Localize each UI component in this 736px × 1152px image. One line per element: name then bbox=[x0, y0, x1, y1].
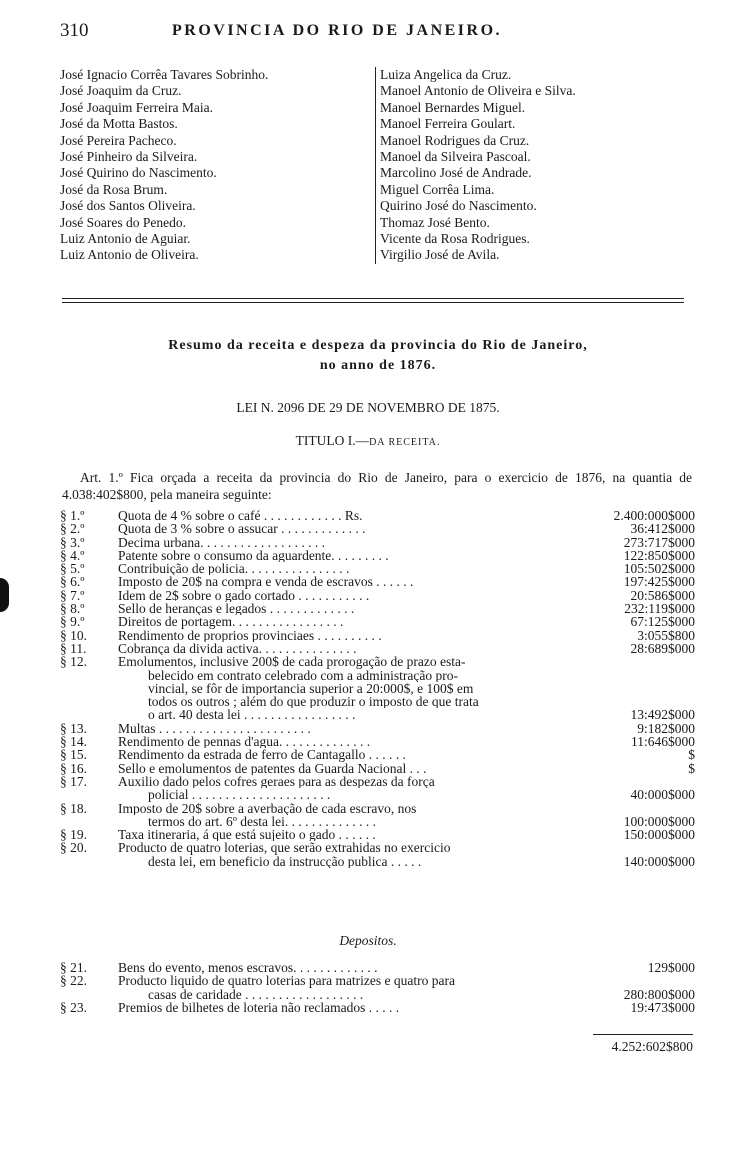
item-number: § 21. bbox=[60, 960, 87, 975]
item-value bbox=[585, 775, 695, 802]
item-number: § 20. bbox=[60, 840, 87, 856]
item-text bbox=[118, 602, 585, 615]
name-entry: Quirino José do Nascimento. bbox=[380, 198, 537, 214]
line-item bbox=[60, 802, 695, 829]
name-entry: Manoel Rodrigues da Cruz. bbox=[380, 132, 530, 148]
item-text-line: desta lei, em beneficio da instrucção publica . . . . . bbox=[148, 854, 422, 869]
item-number: § 6.º bbox=[60, 574, 85, 590]
item-number: § 18. bbox=[60, 800, 87, 816]
item-text-line: Imposto de 20$ sobre a averbação de cada escravo, nos bbox=[118, 801, 417, 815]
item-number: § 5.º bbox=[60, 561, 85, 577]
item-text-line: Sello e emolumentos de patentes da Guarda Nacional . . . bbox=[118, 761, 427, 775]
item-value bbox=[585, 629, 695, 642]
line-item bbox=[60, 748, 695, 761]
item-value-text: 28:689$000 bbox=[630, 640, 695, 656]
summary-title-line: Resumo da receita e despeza da provincia do Rio de Janeiro, bbox=[168, 338, 588, 353]
item-text-line: Imposto de 20$ na compra e venda de escravos . . . . . . bbox=[118, 575, 414, 589]
item-number: § 13. bbox=[60, 720, 87, 736]
item-text bbox=[118, 575, 585, 588]
item-text-line: Emolumentos, inclusive 200$ de cada prorogação de prazo esta- bbox=[118, 655, 466, 669]
name-entry: José Quirino do Nascimento. bbox=[60, 165, 217, 181]
item-number: § 17. bbox=[60, 773, 87, 789]
item-value bbox=[585, 802, 695, 829]
item-text bbox=[118, 748, 585, 761]
line-item bbox=[60, 536, 695, 549]
item-value-text: 11:646$000 bbox=[631, 734, 695, 750]
name-entry: Virgilio José de Avila. bbox=[380, 247, 500, 263]
item-text bbox=[118, 762, 585, 775]
item-text-line: Bens do evento, menos escravos. . . . . . . . . . . . . bbox=[118, 961, 378, 975]
item-text bbox=[118, 1001, 585, 1014]
item-text-line: Idem de 2$ sobre o gado cortado . . . . . . . . . . . bbox=[118, 588, 370, 603]
article-text: Art. 1.º Fica orçada a receita da provincia do Rio de Janeiro, para o exercicio de 1876, na quantia de 4.038:402$800, pela maneira seguinte: bbox=[62, 470, 692, 502]
item-value bbox=[585, 549, 695, 562]
item-value-text: 273:717$000 bbox=[623, 534, 695, 550]
item-value bbox=[585, 562, 695, 575]
item-value-text: 9:182$000 bbox=[637, 720, 695, 736]
line-item bbox=[60, 602, 695, 615]
law-heading: LEI N. 2096 DE 29 DE NOVEMBRO DE 1875. bbox=[236, 400, 500, 415]
item-value bbox=[585, 735, 695, 748]
item-text-line: Producto liquido de quatro loterias para matrizes e quatro para bbox=[118, 974, 456, 988]
name-entry: Manoel Bernardes Miguel. bbox=[380, 99, 526, 115]
item-text-line: termos do art. 6º desta lei. . . . . . . . . . . . . . bbox=[148, 814, 377, 829]
item-number: § 15. bbox=[60, 747, 87, 763]
item-text bbox=[118, 509, 585, 522]
item-value bbox=[585, 828, 695, 841]
item-text bbox=[118, 735, 585, 748]
name-entry: José dos Santos Oliveira. bbox=[60, 198, 196, 214]
name-entry: José da Motta Bastos. bbox=[60, 116, 178, 132]
item-value bbox=[585, 961, 695, 974]
item-number: § 1.º bbox=[60, 508, 85, 523]
line-item bbox=[60, 629, 695, 642]
item-value-text: 2.400:000$000 bbox=[613, 508, 695, 523]
item-text-line: Contribuição de policia. . . . . . . . . . . . . . . . bbox=[118, 562, 350, 576]
item-text-line: Sello de heranças e legados . . . . . . . . . . . . . bbox=[118, 602, 355, 616]
name-entry: José Ignacio Corrêa Tavares Sobrinho. bbox=[60, 67, 269, 82]
deposits-heading: Depositos. bbox=[339, 933, 397, 948]
name-entry: Luiz Antonio de Oliveira. bbox=[60, 247, 199, 263]
line-item bbox=[60, 735, 695, 748]
item-text-line: Decima urbana. . . . . . . . . . . . . . . . . . . bbox=[118, 535, 325, 549]
item-value-text: 197:425$000 bbox=[623, 574, 695, 590]
line-item bbox=[60, 522, 695, 535]
running-title: PROVINCIA DO RIO DE JANEIRO. bbox=[172, 22, 503, 39]
item-number: § 23. bbox=[60, 999, 87, 1015]
item-text bbox=[118, 841, 585, 868]
item-number: § 11. bbox=[60, 640, 87, 656]
item-value bbox=[585, 575, 695, 588]
item-value-text: 129$000 bbox=[647, 960, 695, 975]
item-text-line: vincial, se fôr de importancia superior a 20:000$, e 100$ em bbox=[148, 681, 474, 696]
item-text bbox=[118, 615, 585, 628]
item-text bbox=[118, 589, 585, 602]
item-value bbox=[585, 974, 695, 1001]
name-entry: Luiza Angelica da Cruz. bbox=[380, 67, 512, 82]
item-text bbox=[118, 775, 585, 802]
line-item bbox=[60, 549, 695, 562]
item-value bbox=[585, 655, 695, 721]
item-text-line: belecido em contrato celebrado com a administração pro- bbox=[148, 668, 458, 682]
line-item bbox=[60, 762, 695, 775]
item-value bbox=[585, 602, 695, 615]
line-item bbox=[60, 589, 695, 602]
item-number: § 3.º bbox=[60, 534, 85, 550]
item-text-line: Premios de bilhetes de loteria não reclamados . . . . . bbox=[118, 1000, 400, 1015]
revenue-items bbox=[60, 509, 695, 868]
total-rule bbox=[593, 1034, 693, 1035]
line-item bbox=[60, 841, 695, 868]
item-number: § 10. bbox=[60, 627, 87, 643]
item-value bbox=[585, 748, 695, 761]
line-item bbox=[60, 1001, 695, 1014]
name-entry: José da Rosa Brum. bbox=[60, 181, 168, 197]
deposit-items bbox=[60, 961, 695, 1014]
item-value-text: $ bbox=[688, 760, 695, 776]
item-value bbox=[585, 642, 695, 655]
name-entry: Manoel Ferreira Goulart. bbox=[380, 116, 516, 132]
line-item bbox=[60, 655, 695, 721]
item-text-line: Rendimento de proprios provinciaes . . . . . . . . . . bbox=[118, 628, 382, 642]
name-entry: Thomaz José Bento. bbox=[380, 214, 490, 230]
names-right-column bbox=[375, 67, 576, 264]
item-value-text: 36:412$000 bbox=[630, 521, 695, 537]
item-value-text: 232:119$000 bbox=[624, 601, 695, 617]
item-text-line: Quota de 3 % sobre o assucar . . . . . . . . . . . . . bbox=[118, 522, 366, 536]
name-entry: José Soares do Penedo. bbox=[60, 214, 186, 230]
item-text bbox=[118, 655, 585, 721]
item-text bbox=[118, 549, 585, 562]
item-text-line: Producto de quatro loterias, que serão extrahidas no exercicio bbox=[118, 841, 451, 855]
name-entry: José Joaquim Ferreira Maia. bbox=[60, 99, 213, 115]
item-number: § 4.º bbox=[60, 547, 85, 563]
item-number: § 8.º bbox=[60, 601, 85, 617]
line-item bbox=[60, 722, 695, 735]
item-number: § 19. bbox=[60, 827, 87, 843]
line-item bbox=[60, 974, 695, 1001]
item-text bbox=[118, 802, 585, 829]
item-text bbox=[118, 642, 585, 655]
item-value bbox=[585, 841, 695, 868]
item-value bbox=[585, 522, 695, 535]
item-number: § 22. bbox=[60, 973, 87, 989]
name-entry: José Pereira Pacheco. bbox=[60, 132, 177, 148]
line-item bbox=[60, 775, 695, 802]
names-left-column bbox=[60, 67, 268, 264]
line-item bbox=[60, 509, 695, 522]
item-text bbox=[118, 722, 585, 735]
item-text-line: o art. 40 desta lei . . . . . . . . . . . . . . . . . bbox=[148, 708, 356, 722]
title-main: TITULO I.— bbox=[295, 433, 370, 448]
item-value-text: 19:473$000 bbox=[630, 999, 695, 1015]
item-value-text: 67:125$000 bbox=[630, 614, 695, 630]
name-entry: Miguel Corrêa Lima. bbox=[380, 181, 495, 197]
title-sub: DA RECEITA. bbox=[369, 437, 441, 448]
line-item bbox=[60, 562, 695, 575]
item-value-text: 140:000$000 bbox=[623, 853, 695, 869]
item-number: § 16. bbox=[60, 760, 87, 776]
name-entry: Manoel da Silveira Pascoal. bbox=[380, 149, 531, 165]
line-item bbox=[60, 642, 695, 655]
item-number: § 9.º bbox=[60, 614, 85, 630]
item-value-text: $ bbox=[688, 747, 695, 763]
item-text bbox=[118, 828, 585, 841]
title-heading bbox=[0, 433, 736, 449]
item-text-line: Auxilio dado pelos cofres geraes para as despezas da força bbox=[118, 774, 435, 789]
name-entry: Vicente da Rosa Rodrigues. bbox=[380, 231, 530, 247]
item-text-line: Multas . . . . . . . . . . . . . . . . . . . . . . . bbox=[118, 721, 311, 736]
item-number: § 2.º bbox=[60, 521, 85, 537]
item-text bbox=[118, 562, 585, 575]
scan-blot bbox=[0, 578, 9, 612]
line-item bbox=[60, 575, 695, 588]
item-text bbox=[118, 974, 585, 1001]
item-text-line: Rendimento de pennas d'agua. . . . . . . . . . . . . . bbox=[118, 735, 371, 749]
item-text-line: Quota de 4 % sobre o café . . . . . . . . . . . . Rs. bbox=[118, 509, 363, 523]
double-rule-bottom bbox=[62, 302, 684, 303]
name-entry: Luiz Antonio de Aguiar. bbox=[60, 231, 191, 247]
item-value bbox=[585, 1001, 695, 1014]
summary-title bbox=[70, 336, 686, 376]
item-value-text: 20:586$000 bbox=[630, 587, 695, 603]
grand-total: 4.252:602$800 bbox=[611, 1039, 693, 1054]
item-value-text: 3:055$800 bbox=[637, 627, 695, 643]
item-value bbox=[585, 722, 695, 735]
item-text-line: Direitos de portagem. . . . . . . . . . . . . . . . . bbox=[118, 615, 344, 629]
item-text-line: policial . . . . . . . . . . . . . . . . . . . . . bbox=[148, 788, 331, 802]
item-value-text: 122:850$000 bbox=[623, 547, 695, 563]
item-number: § 7.º bbox=[60, 587, 85, 603]
name-entry: Marcolino José de Andrade. bbox=[380, 165, 532, 181]
name-entry: José Pinheiro da Silveira. bbox=[60, 149, 198, 165]
item-value-text: 150:000$000 bbox=[623, 827, 695, 843]
name-entry: Manoel Antonio de Oliveira e Silva. bbox=[380, 83, 576, 99]
item-text bbox=[118, 961, 585, 974]
item-text-line: Rendimento da estrada de ferro de Cantagallo . . . . . . bbox=[118, 748, 406, 762]
item-value-text: 105:502$000 bbox=[623, 561, 695, 577]
item-value bbox=[585, 509, 695, 522]
double-rule-top bbox=[62, 298, 684, 299]
summary-title-line: no anno de 1876. bbox=[319, 358, 437, 373]
item-text-line: Cobrança da divida activa. . . . . . . . . . . . . . . bbox=[118, 641, 357, 656]
item-value bbox=[585, 762, 695, 775]
item-text bbox=[118, 536, 585, 549]
item-value-text: 280:800$000 bbox=[623, 986, 695, 1002]
line-item bbox=[60, 828, 695, 841]
item-value bbox=[585, 589, 695, 602]
item-text-line: Taxa itineraria, á que está sujeito o gado . . . . . . bbox=[118, 828, 376, 842]
item-text-line: casas de caridade . . . . . . . . . . . . . . . . . . bbox=[148, 987, 364, 1001]
item-text-line: todos os outros ; além do que produzir o imposto de que trata bbox=[148, 695, 479, 709]
item-text-line: Patente sobre o consumo da aguardente. . . . . . . . . bbox=[118, 548, 389, 563]
item-number: § 14. bbox=[60, 734, 87, 750]
item-value-text: 40:000$000 bbox=[630, 787, 695, 803]
line-item bbox=[60, 615, 695, 628]
item-value-text: 13:492$000 bbox=[630, 707, 695, 723]
line-item bbox=[60, 961, 695, 974]
item-text bbox=[118, 629, 585, 642]
item-number: § 12. bbox=[60, 654, 87, 670]
name-entry: José Joaquim da Cruz. bbox=[60, 83, 182, 99]
item-value bbox=[585, 536, 695, 549]
item-value-text: 100:000$000 bbox=[623, 813, 695, 829]
page-number: 310 bbox=[60, 20, 89, 41]
item-value bbox=[585, 615, 695, 628]
item-text bbox=[118, 522, 585, 535]
